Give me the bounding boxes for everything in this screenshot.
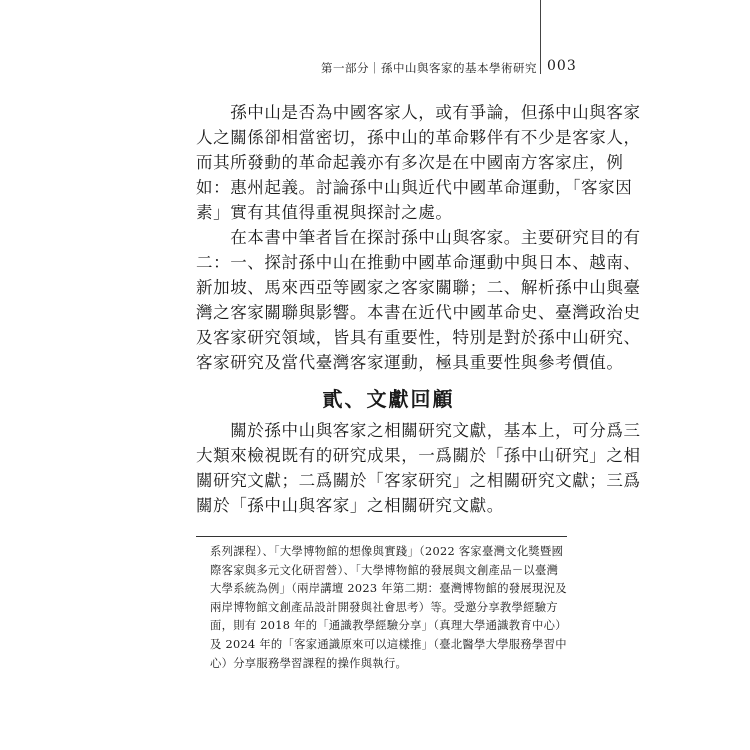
header-vertical-rule: [540, 0, 541, 74]
text-line: 關於孫中山與客家之相關研究文獻，基本上，可分爲三: [196, 421, 641, 440]
section-body: [196, 418, 641, 518]
text-line: 及客家研究領域，皆具有重要性，特別是對於孫中山研究、: [196, 328, 641, 347]
footnote-line: 系列課程）、「大學博物館的想像與實踐」（2022 客家臺灣文化獎暨國: [210, 545, 564, 558]
footnote-line: 心）分享服務學習課程的操作與執行。: [210, 656, 408, 670]
text-line: 二：一、探討孫中山在推動中國革命運動中與日本、越南、: [196, 253, 641, 272]
intro-body: [196, 100, 641, 375]
text-line: 人之關係卻相當密切，孫中山的革命夥伴有不少是客家人，: [196, 128, 641, 147]
text-line: 灣之客家關聯與影響。本書在近代中國革命史、臺灣政治史: [196, 303, 641, 322]
footnote-line: 大學系統為例」（兩岸講壇 2023 年第二期：臺灣博物館的發展現況及: [210, 582, 567, 596]
footnote-line: 際客家與多元文化研習營）、「大學博物館的發展與文創產品－以臺灣: [210, 563, 559, 577]
footnote-line: 面，則有 2018 年的「通識教學經驗分享」（真理大學通識教育中心）: [210, 619, 567, 633]
footnote-line: 兩岸博物館文創產品設計開發與社會思考）等。受邀分享教學經驗方: [210, 600, 558, 614]
running-head: 第一部分｜孫中山與客家的基本學術研究: [321, 61, 537, 75]
text-line: 如：惠州起義。討論孫中山與近代中國革命運動，「客家因: [196, 178, 633, 197]
text-line: 大類來檢視既有的研究成果，一爲關於「孫中山研究」之相: [196, 446, 641, 465]
footnote: [210, 543, 580, 673]
section-heading: 貳、文獻回顧: [322, 387, 455, 411]
text-line: 新加坡、馬來西亞等國家之客家關聯；二、解析孫中山與臺: [196, 278, 641, 297]
text-line: 關於「孫中山與客家」之相關研究文獻。: [196, 496, 504, 515]
text-line: 素」實有其值得重視與探討之處。: [196, 203, 453, 222]
footnote-line: 及 2024 年的「客家通識原來可以這樣推」（臺北醫學大學服務學習中: [210, 637, 567, 651]
text-line: 而其所發動的革命起義亦有多次是在中國南方客家庄，例: [196, 153, 624, 172]
page-number: 003: [547, 58, 577, 74]
text-line: 客家研究及當代臺灣客家運動，極具重要性與參考價值。: [196, 353, 624, 372]
footnote-divider: [196, 536, 567, 537]
text-line: 關研究文獻；二爲關於「客家研究」之相關研究文獻；三爲: [196, 471, 641, 490]
text-line: 孫中山是否為中國客家人，或有爭論，但孫中山與客家: [196, 103, 641, 122]
text-line: 在本書中筆者旨在探討孫中山與客家。主要研究目的有: [196, 228, 641, 247]
